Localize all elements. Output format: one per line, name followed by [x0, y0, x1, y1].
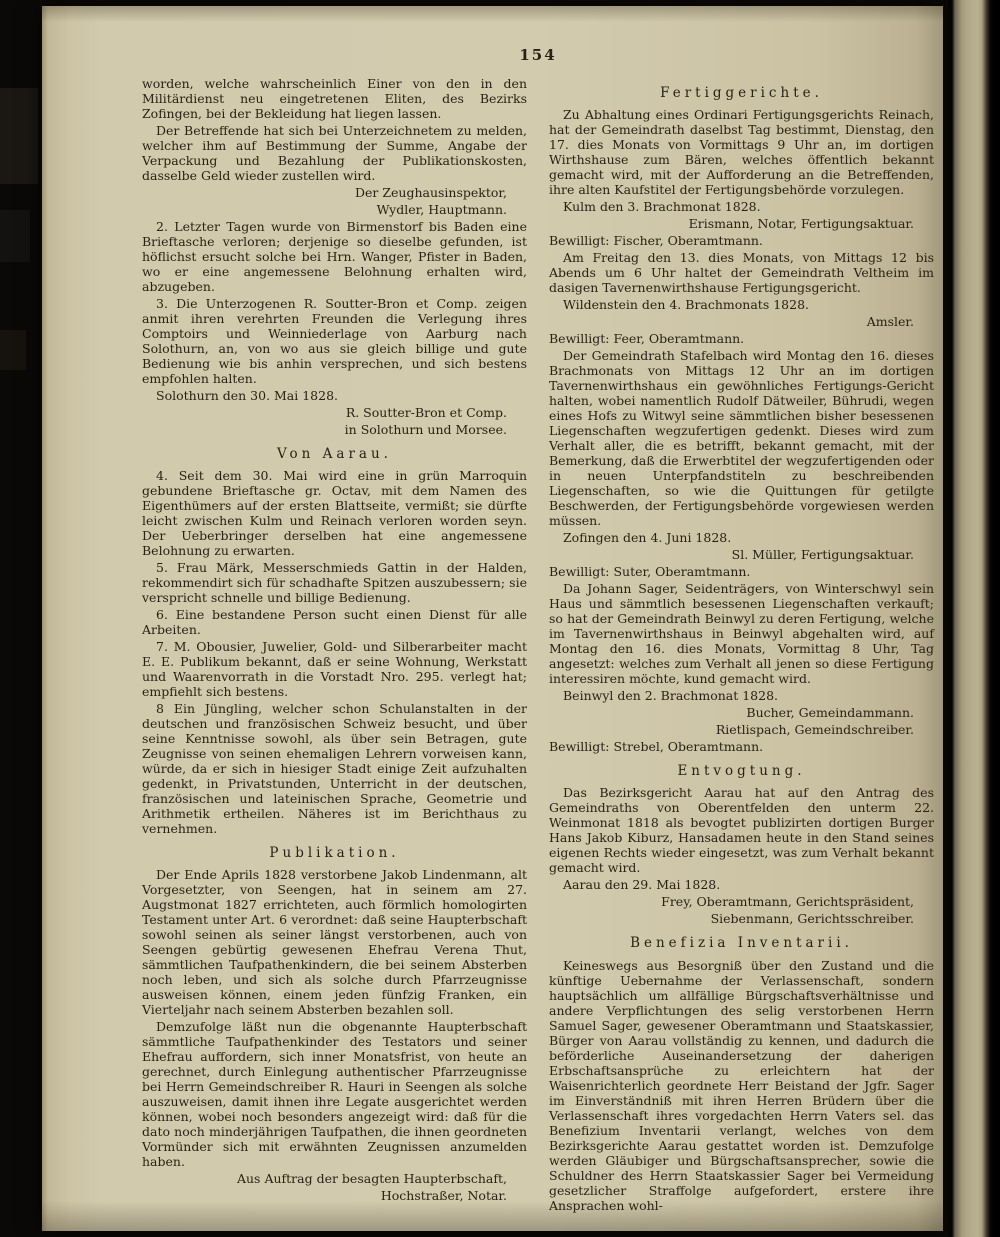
page-number: 154: [519, 46, 557, 64]
paragraph: 5. Frau Märk, Messerschmieds Gattin in der Halden, rekommendirt sich für schadhafte Spitzen auszubessern; sie verspricht schnelle und billige Bedienung.: [142, 560, 527, 606]
left-column: [142, 76, 527, 1205]
paragraph: Das Bezirksgericht Aarau hat auf den Antrag des Gemeindraths von Oberentfelden den unterm 22. Weinmonat 1818 als bevogtet publizirten dortigen Burger Hans Jakob Kiburz, Hansadamen heute in den Stand seines eigenen Rechts wieder eingesetzt, was zum Verhalt bekannt gemacht wird.: [549, 785, 934, 876]
paragraph: 4. Seit dem 30. Mai wird eine in grün Marroquin gebundene Brieftasche gr. Octav, mit dem Namen des Eigenthümers auf der ersten Blattseite, vermißt; sie dürfte leicht zwischen Kulm und Reinach verloren worden seyn. Der Ueberbringer derselben hat eine angemessene Belohnung zu erwarten.: [142, 468, 527, 559]
signature-line: R. Soutter-Bron et Comp.: [345, 405, 507, 420]
signature-line: Aus Auftrag der besagten Haupterbschaft,: [236, 1171, 507, 1187]
paragraph: Der Gemeindrath Stafelbach wird Montag den 16. dieses Brachmonats von Mittags 12 Uhr an im dortigen Tavernenwirthshaus ein gewöhnliches Fertigungs-Gericht halten, wobei namentlich Rudolf Dätweiler, Bührudi, wegen eines Hofs zu Witwyl seine sämmtlichen bisher besessenen Liegenschaften wegzufertigen gedenkt. Dieses wird zum Verhalt aller, die es betrifft, bekannt gemacht, mit der Bemerkung, daß die Erwerbtitel der wegzufertigenden oder in neuen Unterpfandstiteln zu beschreibenden Liegenschaften, so wie die Quittungen für getilgte Beschwerden, der Fertigungsbehörde vorgewiesen werden müssen.: [549, 348, 934, 529]
paragraph: Zu Abhaltung eines Ordinari Fertigungsgerichts Reinach, hat der Gemeindrath daselbst Tag bestimmt, Dienstag, den 17. dies Monats von Vormittags 9 Uhr an, im dortigen Wirthshause zum Bären, welches öffentlich bekannt gemacht wird, mit der Aufforderung an die Betreffenden, ihre alten Kaufstitel der Fertigungsbehörde vorzulegen.: [549, 107, 934, 198]
section-heading: Fertiggerichte.: [660, 85, 823, 101]
signature-line: Bucher, Gemeindammann.: [746, 705, 914, 721]
section-heading: Entvogtung.: [677, 763, 806, 780]
scan-artifact: [0, 88, 38, 184]
section-heading: Von Aarau.: [277, 446, 392, 462]
paragraph: Aarau den 29. Mai 1828.: [563, 877, 721, 893]
signature-line: Frey, Oberamtmann, Gerichtspräsident,: [661, 894, 914, 910]
paragraph: Keineswegs aus Besorgniß über den Zustand und die künftige Uebernahme der Verlassenschaft, sondern hauptsächlich um allfällige Bürgschaftsverhältnisse und andere Verpflichtungen des selig verstorbenen Herrn Samuel Sager, gewesener Oberamtmann und Staatskassier, Bürger von Aarau vollständig zu kennen, und dadurch die beförderliche Auseinandersetzung der daherigen Erbschaftsansprüche zu erleichtern hat der Waisenrichterlich geordnete Herr Beistand der Jgfr. Sager im Einverständniß mit ihren Herren Brüdern über die Verlassenschaft ihres vorgedachten Herrn Vaters sel. das Benefizium Inventarii verlangt, welches von dem Bezirksgerichte Aarau gestattet worden ist. Demzufolge werden Gläubiger und Bürgschaftsansprecher, sowie die Schuldner des Herrn Staatskassier Sager bei Vermeidung gesetzlicher Straffolge aufgefordert, erstere ihre Ansprachen wohl-: [549, 957, 934, 1213]
paragraph: worden, welche wahrscheinlich Einer von den in den Militärdienst neu eingetretenen Eliten, des Bezirks Zofingen, bei der Bekleidung hat liegen lassen.: [142, 76, 527, 121]
scan-artifact: [0, 210, 30, 262]
paragraph: 6. Eine bestandene Person sucht einen Dienst für alle Arbeiten.: [142, 607, 527, 638]
right-column: [549, 76, 934, 1215]
paragraph: Bewilligt: Suter, Oberamtmann.: [549, 564, 751, 580]
signature-line: Siebenmann, Gerichtsschreiber.: [710, 911, 914, 927]
paragraph: Der Ende Aprils 1828 verstorbene Jakob Lindenmann, alt Vorgesetzter, von Seengen, hat in seinem am 27. Augstmonat 1827 errichteten, auch förmlich homologirten Testament unter Art. 6 verordnet: daß seine Haupterbschaft sowohl seinen als seiner längst verstorbenen, auch von Seengen gebürtig gewesenen Ehefrau Verena Thut, sämmtlichen Taufpathenkindern, die bei seinem Absterben noch leben, und sich als solche durch Pfarrzeugnisse ausweisen können, einem jeden fünfzig Franken, ein Vierteljahr nach seinem Absterben bezahlen soll.: [142, 867, 527, 1018]
paragraph: Bewilligt: Feer, Oberamtmann.: [549, 331, 745, 347]
signature-line: Sl. Müller, Fertigungsaktuar.: [731, 547, 914, 563]
signature-line: Wydler, Hauptmann.: [376, 202, 507, 217]
paragraph: Beinwyl den 2. Brachmonat 1828.: [563, 688, 779, 704]
document-page: [42, 6, 943, 1231]
paragraph: Wildenstein den 4. Brachmonats 1828.: [563, 297, 809, 313]
signature-line: in Solothurn und Morsee.: [344, 422, 507, 437]
signature-line: Amsler.: [866, 314, 914, 330]
section-heading: Benefizia Inventarii.: [630, 935, 853, 952]
text-columns: [142, 76, 934, 1215]
adjacent-page-edge: [948, 0, 1000, 1237]
paragraph: Der Betreffende hat sich bei Unterzeichnetem zu melden, welcher ihm auf Bestimmung der Summe, Angabe der Verpackung und Bezahlung der Publikationskosten, dasselbe Geld wieder zustellen wird.: [142, 123, 527, 183]
paragraph: 3. Die Unterzogenen R. Soutter-Bron et Comp. zeigen anmit ihren verehrten Freunden die Verlegung ihres Comptoirs und Weinniederlage von Aarburg nach Solothurn, an, von wo aus sie gleich billige und gute Bedienung wie bis anhin versprechen, und sich bestens empfohlen halten.: [142, 296, 527, 386]
paragraph: Kulm den 3. Brachmonat 1828.: [563, 199, 761, 215]
paragraph: Bewilligt: Strebel, Oberamtmann.: [549, 739, 764, 755]
signature-line: Erismann, Notar, Fertigungsaktuar.: [688, 216, 914, 232]
paragraph: Zofingen den 4. Juni 1828.: [563, 530, 732, 546]
printed-area: [142, 46, 934, 1215]
signature-line: Rietlispach, Gemeindschreiber.: [715, 722, 914, 738]
scan-artifact: [0, 330, 26, 370]
signature-line: Der Zeughausinspektor,: [354, 185, 507, 200]
paragraph: Da Johann Sager, Seidenträgers, von Winterschwyl sein Haus und sämmtlich besessenen Liegenschaften verkauft; so hat der Gemeindrath Beinwyl zu deren Fertigung, welche im Tavernenwirthshaus in Beinwyl abgehalten wird, auf Montag den 16. dies Monats, Vormittag 8 Uhr, Tag angesetzt: welches zum Verhalt all jenen so diese Fertigung interessiren möchte, kund gemacht wird.: [549, 581, 934, 687]
signature-line: Hochstraßer, Notar.: [380, 1188, 507, 1204]
paragraph: 2. Letzter Tagen wurde von Birmenstorf bis Baden eine Brieftasche verloren; derjenige so dieselbe gefunden, ist höflichst ersucht solche bei Hrn. Wanger, Pfister in Baden, wo er eine angemessene Belohnung erhalten wird, abzugeben.: [142, 219, 527, 294]
paragraph: 7. M. Obousier, Juwelier, Gold- und Silberarbeiter macht E. E. Publikum bekannt, daß er seine Wohnung, Werkstatt und Waarenvorrath in die Vorstadt Nro. 295. verlegt hat; empfiehlt sich bestens.: [142, 639, 527, 700]
paragraph: Am Freitag den 13. dies Monats, von Mittags 12 bis Abends um 6 Uhr haltet der Gemeindrath Veltheim im dasigen Tavernenwirthshause Fertigungsgericht.: [549, 250, 934, 296]
paragraph: Demzufolge läßt nun die obgenannte Haupterbschaft sämmtliche Taufpathenkinder des Testators und seiner Ehefrau auffordern, sich inner Monatsfrist, von heute an gerechnet, durch Einlegung authentischer Pfarrzeugnisse bei Herrn Gemeindschreiber R. Hauri in Seengen als solche auszuweisen, damit ihnen ihre Legate ausgerichtet werden können, wobei noch besonders angezeigt wird: daß für die dato noch minderjährigen Taufpathen, die ihnen geordneten Vormünder sich mit erwähnten Zeugnissen anzumelden haben.: [142, 1019, 527, 1170]
paragraph: 8 Ein Jüngling, welcher schon Schulanstalten in der deutschen und französischen Schweiz besucht, und über seine Kenntnisse sowohl, als über sein Betragen, gute Zeugnisse von seinen ehemaligen Lehrern vorweisen kann, würde, da er sich in hiesiger Stadt einige Zeit aufzuhalten gedenkt, in Privatstunden, Unterricht in der deutschen, französischen und lateinischen Sprache, Geometrie und Arithmetik ertheilen. Näheres ist im Berichthaus zu vernehmen.: [142, 701, 527, 837]
paragraph: Bewilligt: Fischer, Oberamtmann.: [549, 233, 763, 249]
paragraph: Solothurn den 30. Mai 1828.: [156, 388, 339, 403]
section-heading: Publikation.: [269, 845, 400, 862]
